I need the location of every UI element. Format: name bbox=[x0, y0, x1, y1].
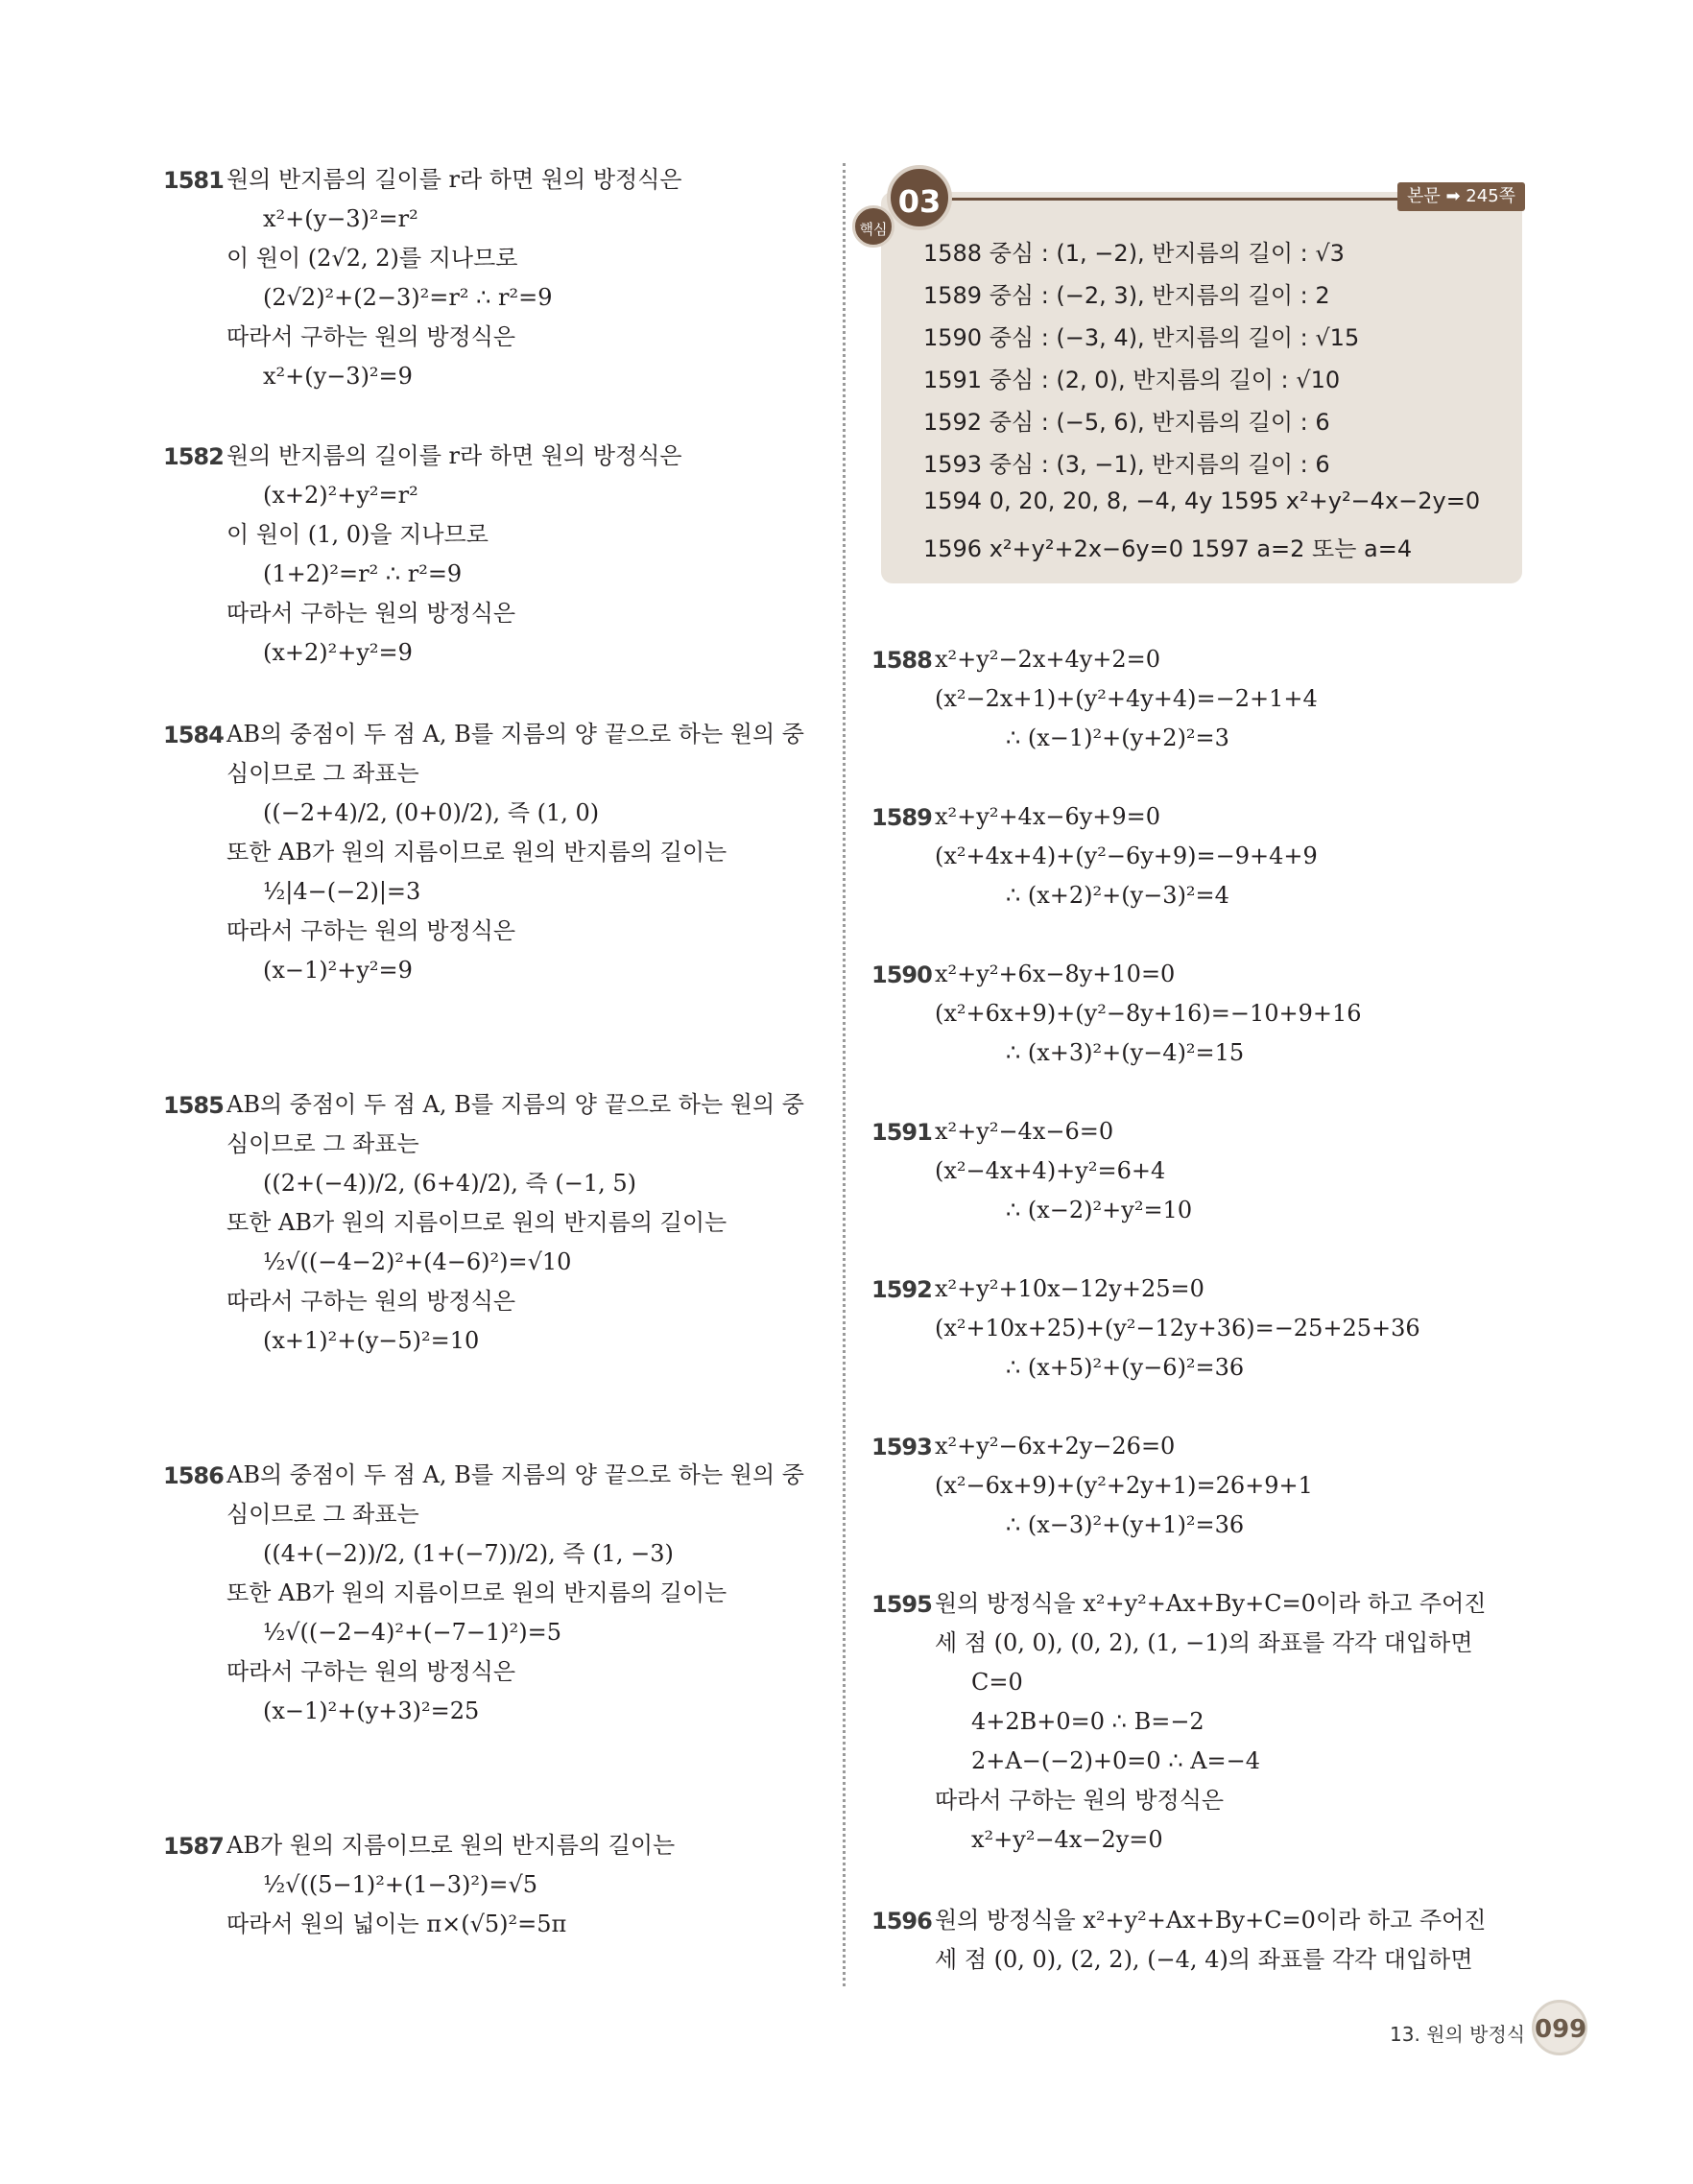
page-number: 099 bbox=[1532, 2000, 1587, 2055]
answer-item: 1591 중심 : (2, 0), 반지름의 길이 : √10 bbox=[923, 367, 1341, 393]
answer-summary-box bbox=[881, 192, 1522, 583]
problem-number: 1590 bbox=[871, 961, 932, 988]
solution-line: (2√2)²+(2−3)²=r² ∴ r²=9 bbox=[263, 284, 553, 311]
solution-line: x²+y²+4x−6y+9=0 bbox=[935, 803, 1161, 830]
solution-line: 원의 방정식을 x²+y²+Ax+By+C=0이라 하고 주어진 bbox=[935, 1590, 1487, 1617]
solution-line: x²+y²−2x+4y+2=0 bbox=[935, 646, 1161, 673]
solution-line: AB의 중점이 두 점 A, B를 지름의 양 끝으로 하는 원의 중 bbox=[227, 1091, 804, 1118]
answer-item: 1596 x²+y²+2x−6y=0 1597 a=2 또는 a=4 bbox=[923, 535, 1413, 562]
summary-header-rule bbox=[950, 198, 1455, 201]
solution-line: 세 점 (0, 0), (2, 2), (−4, 4)의 좌표를 각각 대입하면 bbox=[935, 1946, 1473, 1973]
problem-number: 1592 bbox=[871, 1276, 932, 1303]
solution-line: x²+y²−4x−2y=0 bbox=[971, 1826, 1163, 1853]
solution-line: (x²−2x+1)+(y²+4y+4)=−2+1+4 bbox=[935, 685, 1318, 712]
solution-line: 또한 AB가 원의 지름이므로 원의 반지름의 길이는 bbox=[227, 1209, 727, 1236]
section-badge: 03 bbox=[887, 165, 952, 230]
answer-item: 1594 0, 20, 20, 8, −4, 4y 1595 x²+y²−4x−2y=0 bbox=[923, 487, 1481, 514]
solution-line: 2+A−(−2)+0=0 ∴ A=−4 bbox=[971, 1747, 1261, 1774]
problem-number: 1586 bbox=[163, 1462, 224, 1489]
page-reference: 본문 ➡ 245쪽 bbox=[1397, 182, 1525, 211]
solution-line: x²+y²−6x+2y−26=0 bbox=[935, 1433, 1176, 1460]
solution-line: (x+2)²+y²=9 bbox=[263, 639, 413, 666]
solution-line: 원의 반지름의 길이를 r라 하면 원의 방정식은 bbox=[227, 166, 682, 193]
column-divider bbox=[843, 163, 846, 1986]
solution-line: (x²+10x+25)+(y²−12y+36)=−25+25+36 bbox=[935, 1315, 1420, 1341]
solution-line: (x²+6x+9)+(y²−8y+16)=−10+9+16 bbox=[935, 1000, 1362, 1027]
solution-line: (x−1)²+(y+3)²=25 bbox=[263, 1697, 480, 1724]
solution-line: ½√((−4−2)²+(4−6)²)=√10 bbox=[263, 1248, 572, 1275]
solution-line: x²+y²−4x−6=0 bbox=[935, 1118, 1114, 1145]
solution-line: 따라서 구하는 원의 방정식은 bbox=[227, 1658, 516, 1685]
solution-line: 따라서 구하는 원의 방정식은 bbox=[227, 600, 516, 627]
solution-line: AB의 중점이 두 점 A, B를 지름의 양 끝으로 하는 원의 중 bbox=[227, 1461, 804, 1488]
problem-number: 1589 bbox=[871, 804, 932, 831]
solution-line: (x+2)²+y²=r² bbox=[263, 482, 418, 509]
solution-line: ½|4−(−2)|=3 bbox=[263, 878, 421, 905]
solution-line: 따라서 구하는 원의 방정식은 bbox=[227, 917, 516, 944]
problem-number: 1587 bbox=[163, 1833, 224, 1860]
solution-line: 심이므로 그 좌표는 bbox=[227, 1501, 419, 1528]
solution-line: 원의 반지름의 길이를 r라 하면 원의 방정식은 bbox=[227, 442, 682, 469]
problem-number: 1581 bbox=[163, 167, 224, 194]
solution-line: 따라서 구하는 원의 방정식은 bbox=[227, 323, 516, 350]
solution-line: ½√((5−1)²+(1−3)²)=√5 bbox=[263, 1871, 538, 1898]
solution-line: 세 점 (0, 0), (0, 2), (1, −1)의 좌표를 각각 대입하면 bbox=[935, 1629, 1473, 1656]
problem-number: 1582 bbox=[163, 443, 224, 470]
problem-number: 1595 bbox=[871, 1591, 932, 1618]
solution-line: ∴ (x+5)²+(y−6)²=36 bbox=[1006, 1354, 1245, 1381]
solution-line: (1+2)²=r² ∴ r²=9 bbox=[263, 560, 463, 587]
section-badge-label: 핵심 bbox=[852, 205, 894, 248]
problem-number: 1591 bbox=[871, 1119, 932, 1146]
solution-line: (x²−6x+9)+(y²+2y+1)=26+9+1 bbox=[935, 1472, 1313, 1499]
solution-line: C=0 bbox=[971, 1669, 1023, 1696]
solution-line: ((4+(−2))/2, (1+(−7))/2), 즉 (1, −3) bbox=[263, 1540, 674, 1567]
solution-line: (x−1)²+y²=9 bbox=[263, 957, 413, 984]
problem-number: 1593 bbox=[871, 1434, 932, 1460]
answer-item: 1590 중심 : (−3, 4), 반지름의 길이 : √15 bbox=[923, 324, 1360, 351]
answer-item: 1592 중심 : (−5, 6), 반지름의 길이 : 6 bbox=[923, 409, 1330, 436]
solution-line: 4+2B+0=0 ∴ B=−2 bbox=[971, 1708, 1204, 1735]
solution-line: 심이므로 그 좌표는 bbox=[227, 760, 419, 787]
solution-line: ∴ (x−3)²+(y+1)²=36 bbox=[1006, 1511, 1245, 1538]
solution-line: 이 원이 (2√2, 2)를 지나므로 bbox=[227, 245, 518, 272]
solution-line: (x²−4x+4)+y²=6+4 bbox=[935, 1157, 1166, 1184]
solution-line: x²+(y−3)²=r² bbox=[263, 205, 418, 232]
solution-line: ∴ (x+3)²+(y−4)²=15 bbox=[1006, 1039, 1245, 1066]
solution-line: (x+1)²+(y−5)²=10 bbox=[263, 1327, 480, 1354]
chapter-title: 13. 원의 방정식 bbox=[1390, 2023, 1526, 2046]
solution-line: 따라서 구하는 원의 방정식은 bbox=[935, 1787, 1225, 1814]
solution-line: 또한 AB가 원의 지름이므로 원의 반지름의 길이는 bbox=[227, 839, 727, 866]
solution-line: ((−2+4)/2, (0+0)/2), 즉 (1, 0) bbox=[263, 799, 600, 826]
solution-line: AB의 중점이 두 점 A, B를 지름의 양 끝으로 하는 원의 중 bbox=[227, 721, 804, 748]
solution-line: 또한 AB가 원의 지름이므로 원의 반지름의 길이는 bbox=[227, 1579, 727, 1606]
solution-line: (x²+4x+4)+(y²−6y+9)=−9+4+9 bbox=[935, 843, 1318, 869]
answer-item: 1593 중심 : (3, −1), 반지름의 길이 : 6 bbox=[923, 451, 1330, 478]
solution-line: 따라서 원의 넓이는 π×(√5)²=5π bbox=[227, 1911, 567, 1937]
solution-line: ∴ (x−1)²+(y+2)²=3 bbox=[1006, 724, 1229, 751]
solution-line: x²+y²+6x−8y+10=0 bbox=[935, 961, 1176, 987]
solution-line: ½√((−2−4)²+(−7−1)²)=5 bbox=[263, 1619, 561, 1646]
solution-line: ((2+(−4))/2, (6+4)/2), 즉 (−1, 5) bbox=[263, 1170, 636, 1197]
solution-line: AB가 원의 지름이므로 원의 반지름의 길이는 bbox=[227, 1832, 676, 1859]
solution-line: ∴ (x−2)²+y²=10 bbox=[1006, 1197, 1193, 1223]
solution-line: x²+(y−3)²=9 bbox=[263, 363, 413, 390]
problem-number: 1588 bbox=[871, 647, 932, 674]
problem-number: 1596 bbox=[871, 1908, 932, 1935]
answer-item: 1589 중심 : (−2, 3), 반지름의 길이 : 2 bbox=[923, 282, 1330, 309]
problem-number: 1585 bbox=[163, 1092, 224, 1119]
solution-line: 따라서 구하는 원의 방정식은 bbox=[227, 1288, 516, 1315]
problem-number: 1584 bbox=[163, 722, 224, 748]
solution-line: x²+y²+10x−12y+25=0 bbox=[935, 1275, 1204, 1302]
solution-line: 심이므로 그 좌표는 bbox=[227, 1130, 419, 1157]
solution-line: ∴ (x+2)²+(y−3)²=4 bbox=[1006, 882, 1229, 909]
solution-line: 원의 방정식을 x²+y²+Ax+By+C=0이라 하고 주어진 bbox=[935, 1907, 1487, 1934]
solution-line: 이 원이 (1, 0)을 지나므로 bbox=[227, 521, 489, 548]
answer-item: 1588 중심 : (1, −2), 반지름의 길이 : √3 bbox=[923, 240, 1345, 267]
